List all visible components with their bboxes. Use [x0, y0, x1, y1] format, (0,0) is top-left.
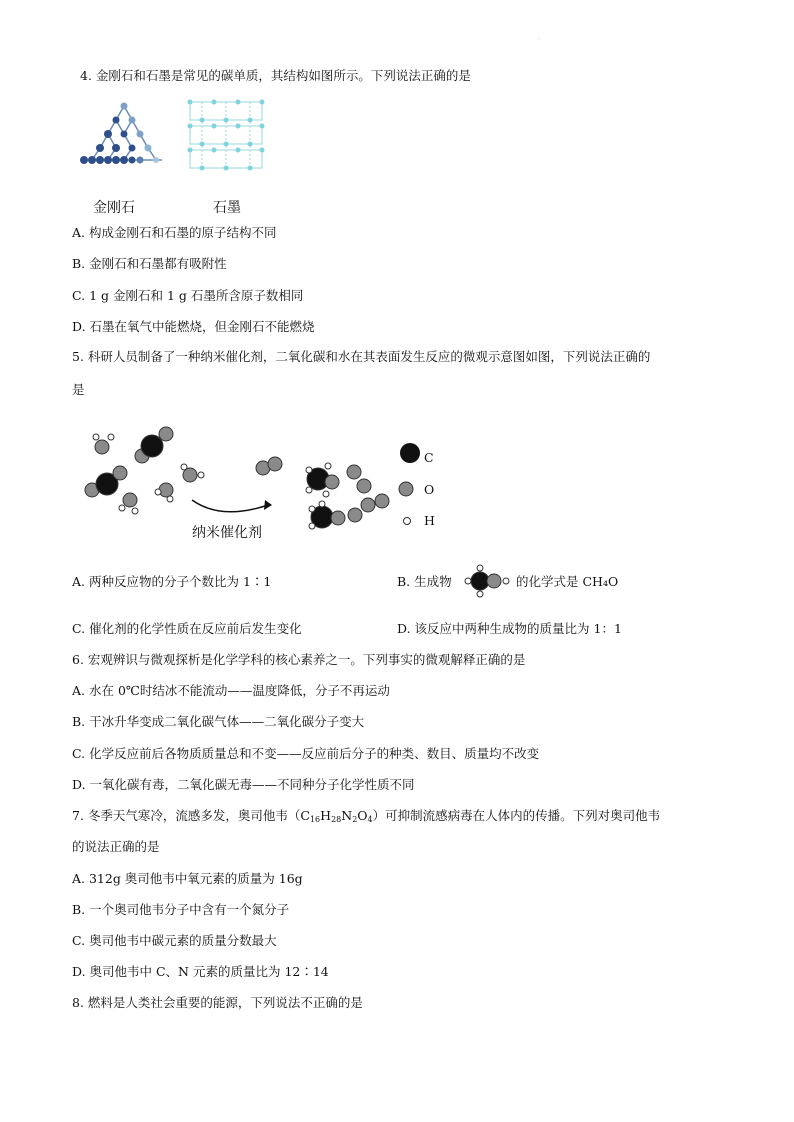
- q6-option-d: D. 一氧化碳有毒，二氧化碳无毒——不同种分子化学性质不同: [72, 777, 415, 792]
- formula-o-symbol: O: [357, 808, 368, 823]
- formula-o-count: 4: [367, 815, 373, 824]
- q6-option-a: A. 水在 0℃时结冰不能流动——温度降低，分子不再运动: [72, 683, 390, 698]
- q6-option-b: B. 干冰升华变成二氧化碳气体——二氧化碳分子变大: [72, 714, 365, 729]
- q4-option-d: D. 石墨在氧气中能燃烧，但金刚石不能燃烧: [72, 319, 315, 334]
- q5-option-b-prefix: B. 生成物: [397, 574, 452, 589]
- q5-option-d: D. 该反应中两种生成物的质量比为 1：1: [397, 621, 622, 636]
- q7-option-b: B. 一个奥司他韦分子中含有一个氮分子: [72, 902, 290, 917]
- legend-carbon-label: C: [424, 450, 434, 465]
- diamond-label: 金刚石: [93, 200, 135, 216]
- q6-stem: 6. 宏观辨识与微观探析是化学学科的核心素养之一。下列事实的微观解释正确的是: [72, 652, 526, 667]
- formula-c-count: 16: [309, 815, 321, 824]
- q5-option-b-suffix: 的化学式是 CH₄O: [516, 574, 619, 589]
- catalyst-label: 纳米催化剂: [192, 525, 262, 541]
- q5-option-c: C. 催化剂的化学性质在反应前后发生变化: [72, 621, 302, 636]
- q7-option-a: A. 312g 奥司他韦中氧元素的质量为 16g: [72, 871, 303, 886]
- q7-option-d: D. 奥司他韦中 C、N 元素的质量比为 12∶14: [72, 964, 329, 979]
- q7-option-c: C. 奥司他韦中碳元素的质量分数最大: [72, 933, 277, 948]
- q4-option-a: A. 构成金刚石和石墨的原子结构不同: [72, 225, 277, 240]
- q7-stem-part-a: 7. 冬季天气寒冷，流感多发，奥司他韦（C: [72, 808, 310, 823]
- formula-n-symbol: N: [341, 808, 353, 823]
- q5-stem-line2: 是: [72, 382, 85, 397]
- q7-stem-line2: 的说法正确的是: [72, 839, 160, 854]
- reaction-diagram: [80, 420, 460, 540]
- legend-hydrogen-label: H: [424, 513, 435, 528]
- page-mark: .: [538, 34, 540, 41]
- q8-stem: 8. 燃料是人类社会重要的能源，下列说法不正确的是: [72, 995, 363, 1010]
- formula-h-symbol: H: [320, 808, 332, 823]
- q7-stem-part-b: ）可抑制流感病毒在人体内的传播。下列对奥司他韦: [372, 808, 661, 823]
- q5-stem-line1: 5. 科研人员制备了一种纳米催化剂，二氧化碳和水在其表面发生反应的微观示意图如图，下列说法正确的: [72, 349, 651, 364]
- graphite-structure-image: [184, 98, 268, 178]
- diamond-structure-image: [76, 98, 166, 178]
- q6-option-c: C. 化学反应前后各物质质量总和不变——反应前后分子的种类、数目、质量均不改变: [72, 746, 540, 761]
- q4-stem: 4. 金刚石和石墨是常见的碳单质，其结构如图所示。下列说法正确的是: [80, 68, 471, 83]
- q7-stem-line1: [72, 808, 660, 824]
- legend-oxygen-label: O: [424, 482, 435, 497]
- formula-n-count: 2: [352, 815, 358, 824]
- q4-option-b: B. 金刚石和石墨都有吸附性: [72, 256, 227, 271]
- q4-option-c: C. 1 g 金刚石和 1 g 石墨所含原子数相同: [72, 288, 304, 303]
- formula-h-count: 28: [331, 815, 342, 824]
- q5-option-a: A. 两种反应物的分子个数比为 1∶1: [72, 574, 272, 589]
- graphite-label: 石墨: [213, 200, 241, 216]
- methanol-molecule-icon: [464, 564, 512, 598]
